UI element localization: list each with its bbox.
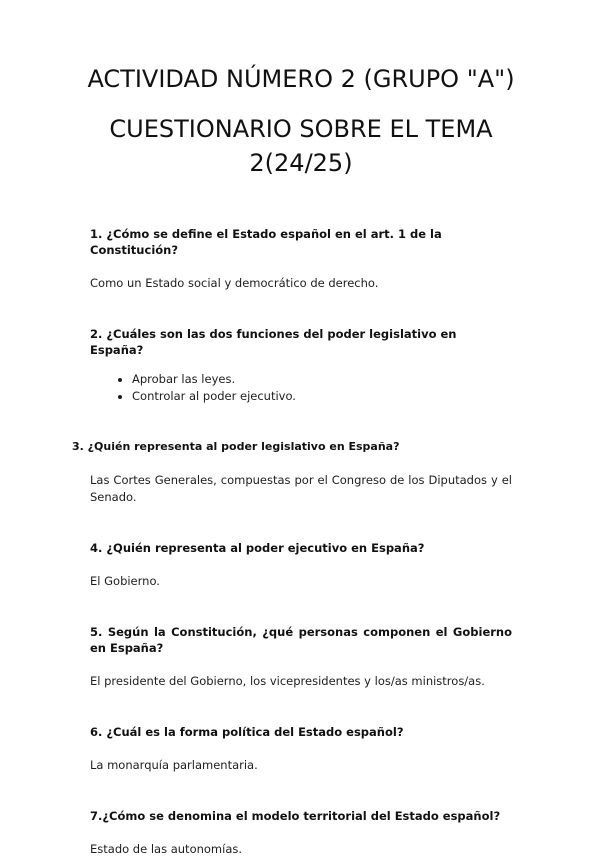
question-7: 7.¿Cómo se denomina el modelo territorial del Estado español? [90, 809, 501, 823]
bullet-item: • Aprobar las leyes. [132, 371, 512, 388]
question-6: 6. ¿Cuál es la forma política del Estado español? [90, 725, 404, 739]
question-3: 3. ¿Quién representa al poder legislativo en España? [72, 440, 400, 453]
question-4: 4. ¿Quién representa al poder ejecutivo en España? [90, 541, 425, 555]
question-1: 1. ¿Cómo se define el Estado español en el art. 1 de la Constitución? [90, 227, 442, 257]
question-5: 5. Según la Constitución, ¿qué personas componen el Gobierno en España? [90, 625, 512, 655]
answer-7: Estado de las autonomías. [90, 842, 243, 856]
answer-1: Como un Estado social y democrático de derecho. [90, 276, 379, 290]
answer-4: El Gobierno. [90, 574, 160, 588]
document-title-line1: ACTIVIDAD NÚMERO 2 (GRUPO "A") [87, 65, 515, 93]
answer-2-bullet-list [116, 371, 512, 405]
answer-6: La monarquía parlamentaria. [90, 758, 258, 772]
answer-3: Las Cortes Generales, compuestas por el Congreso de los Diputados y el Senado. [90, 473, 512, 504]
question-2: 2. ¿Cuáles son las dos funciones del poder legislativo en España? [90, 327, 457, 357]
bullet-item: • Controlar al poder ejecutivo. [132, 388, 512, 405]
answer-5: El presidente del Gobierno, los vicepresidentes y los/as ministros/as. [90, 674, 485, 688]
document-title-line2: CUESTIONARIO SOBRE EL TEMA 2(24/25) [109, 115, 493, 177]
document-body [72, 226, 512, 858]
